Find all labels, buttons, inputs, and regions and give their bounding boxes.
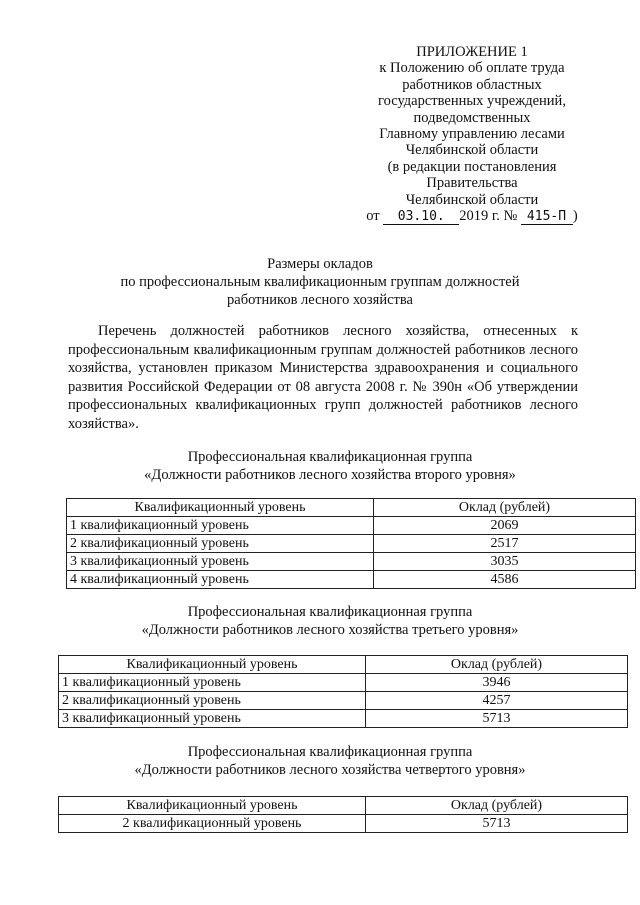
table-header-row <box>67 499 636 517</box>
column-header: Квалификационный уровень <box>59 656 366 674</box>
level-cell: 1 квалификационный уровень <box>59 674 366 692</box>
group-heading <box>60 743 600 779</box>
group-heading-line: «Должности работников лесного хозяйства второго уровня» <box>144 467 516 483</box>
table-row <box>59 815 628 833</box>
table-row <box>67 553 636 571</box>
level-cell: 3 квалификационный уровень <box>59 710 366 728</box>
appendix-line: подведомственных <box>413 109 531 126</box>
table-row <box>59 710 628 728</box>
salary-cell: 5713 <box>366 710 628 728</box>
appendix-line: Правительства <box>426 175 518 192</box>
year-text: 2019 г. № <box>459 208 518 225</box>
column-header: Квалификационный уровень <box>67 499 374 517</box>
group-heading-line: Профессиональная квалификационная группа <box>187 604 473 620</box>
appendix-line: к Положению об оплате труда <box>379 60 565 77</box>
salary-cell: 5713 <box>366 815 628 833</box>
salary-cell: 3035 <box>374 553 636 571</box>
handwritten-number: 415-П <box>521 210 573 225</box>
level-cell: 2 квалификационный уровень <box>59 692 366 710</box>
group-heading <box>60 448 600 484</box>
appendix-line: работников областных <box>402 76 542 93</box>
table-row <box>67 517 636 535</box>
date-prefix: от <box>366 208 380 225</box>
column-header: Квалификационный уровень <box>59 797 366 815</box>
appendix-line: Главному управлению лесами <box>379 126 565 143</box>
appendix-line: Челябинской области <box>405 142 539 159</box>
table-header-row <box>59 797 628 815</box>
group-heading-line: «Должности работников лесного хозяйства четвертого уровня» <box>134 762 526 778</box>
level-cell: 2 квалификационный уровень <box>67 535 374 553</box>
salary-table <box>58 796 628 833</box>
appendix-line: государственных учреждений, <box>378 93 566 110</box>
level-cell: 3 квалификационный уровень <box>67 553 374 571</box>
group-heading-line: Профессиональная квалификационная группа <box>187 449 473 465</box>
salary-table <box>66 498 636 589</box>
title-line: Размеры окладов <box>267 256 373 272</box>
table-row <box>59 674 628 692</box>
intro-paragraph: Перечень должностей работников лесного хозяйства, отнесенных к профессиональным квалификационным группам должностей работников лесного хозяйства, установлен приказом Министерства здравоохранения и социального развития Российской Федерации от 08 августа 2008 г. № 390н «Об утверждении профессиональных квалификационных групп должностей работников лесного хозяйства». <box>68 323 578 432</box>
appendix-block <box>362 44 582 225</box>
resolution-date-line <box>362 208 582 225</box>
salary-table <box>58 655 628 728</box>
salary-cell: 3946 <box>366 674 628 692</box>
salary-cell: 4257 <box>366 692 628 710</box>
appendix-line: (в редакции постановления <box>387 158 557 175</box>
level-cell: 1 квалификационный уровень <box>67 517 374 535</box>
salary-cell: 2069 <box>374 517 636 535</box>
table-header-row <box>59 656 628 674</box>
salary-cell: 2517 <box>374 535 636 553</box>
title-line: по профессиональным квалификационным группам должностей <box>120 274 520 290</box>
table-row <box>67 535 636 553</box>
level-cell: 2 квалификационный уровень <box>59 815 366 833</box>
column-header: Оклад (рублей) <box>374 499 636 517</box>
number-suffix: ) <box>572 208 578 225</box>
table-row <box>59 692 628 710</box>
title-line: работников лесного хозяйства <box>227 292 413 308</box>
column-header: Оклад (рублей) <box>366 656 628 674</box>
table-row <box>67 571 636 589</box>
column-header: Оклад (рублей) <box>366 797 628 815</box>
group-heading <box>60 603 600 639</box>
appendix-title: ПРИЛОЖЕНИЕ 1 <box>416 44 528 60</box>
group-heading-line: «Должности работников лесного хозяйства третьего уровня» <box>141 622 519 638</box>
level-cell: 4 квалификационный уровень <box>67 571 374 589</box>
document-title <box>60 255 580 309</box>
handwritten-date: 03.10. <box>383 210 459 225</box>
salary-cell: 4586 <box>374 571 636 589</box>
group-heading-line: Профессиональная квалификационная группа <box>187 744 473 760</box>
appendix-line: Челябинской области <box>405 191 539 208</box>
